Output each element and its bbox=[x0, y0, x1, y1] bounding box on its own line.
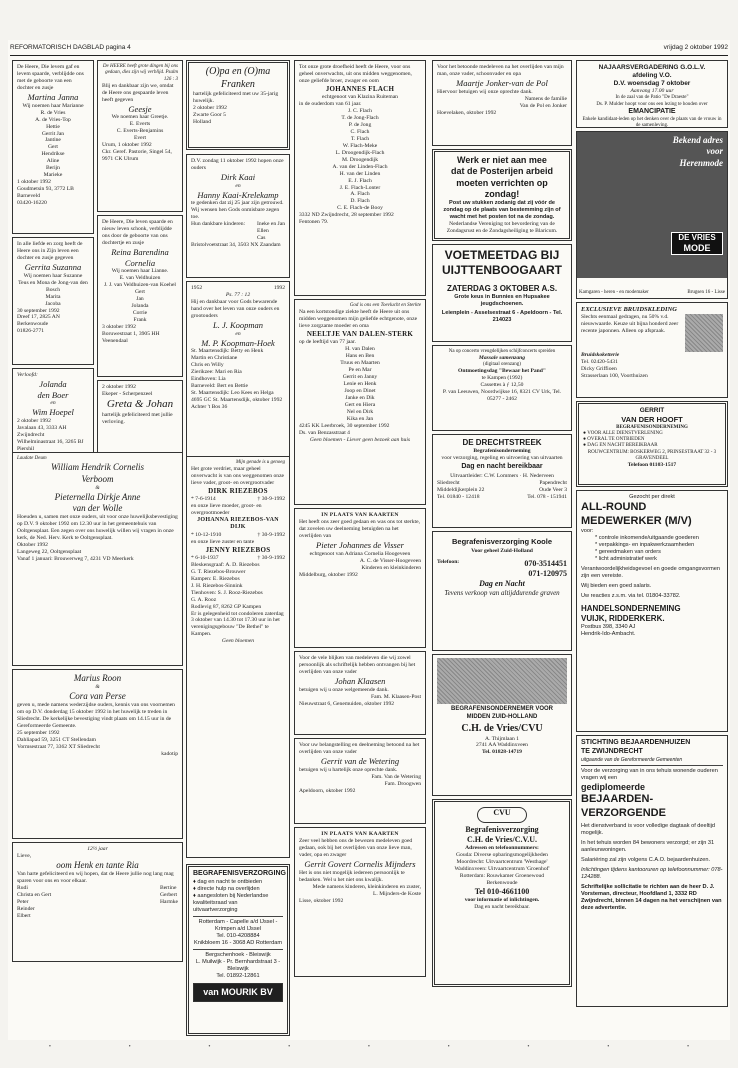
column-3 bbox=[186, 154, 290, 464]
thanks-devisser: IN PLAATS VAN KAARTEN Het heeft ons zeer goed gedaan en was ons tot sterkte, dat zovelen uw deelneming betuigden na het overlijden van Pieter Johannes de Visser echtgenoot van Adriana Cornelia Hoogeveen A. C. de Visser-Hoogeveen Kinderen en kleinkinderen Middelburg, oktober 1992 bbox=[294, 508, 426, 648]
masthead bbox=[10, 44, 728, 56]
building-photo bbox=[437, 658, 567, 704]
thanks-mijnders: IN PLAATS VAN KAARTEN Zeer veel hebben ons de bewezen medeleven goed gedaan, ook bij het overlijden van onze lieve man, vader, opa en zwager Gerrit Govert Cornelis Mijnders Het is ons niet mogelijk iedereen persoonlijk te bedanken. Wel u het niet ons kwalijk. Mede namens kinderen, kleinkinderen en zuster, L. Mijnders-de Koste Lisse, oktober 1992 bbox=[294, 827, 426, 977]
ad-cvries: BEGRAFENISONDERNEMER VOOR MIDDEN ZUID-HOLLAND C.H. de Vries/CVU A. Thijmlaan 1 2741 AA Waddinxveen Tel. 01828-14719 bbox=[432, 654, 572, 796]
devries-logo: DE VRIES MODE bbox=[671, 232, 723, 255]
ad-medewerker: Gezocht per direkt ALL-ROUND MEDEWERKER (M/V) voor: * controle inkomende/uitgaande goederen * verpakkings- en inpakwerkzaamheden * gereedmaken van orders * licht administratief werk Verantwoordelijkheidsgevoel en goede omgangsvormen zijn een vereiste. Wij bieden een goed salaris. Uw reacties z.s.m. via tel. 01804-33782. HANDELSONDERNEMING VUIJK, RIDDERKERK. Postbus 398, 3340 AJ Hendrik-Ido-Ambacht. bbox=[576, 490, 728, 732]
ad-devries-mode: Bekend adres voor Herenmode DE VRIES MODE Kamgaren - heren - en modemaker Brugsen 16 - Lisse bbox=[576, 131, 728, 299]
ad-van-mourik: BEGRAFENISVERZORGING ♦ dag en nacht te ontbieden ♦ directe hulp na overlijden ♦ aangesloten bij Nederlandse kwaliteitsraad van uitvaartverzorging Rotterdam - Capelle a/d IJssel - Krimpen a/d IJssel Tel. 010-4208884 Knikbloem 16 - 3068 AD Rotterdam Bergschenhoek - Bleiswijk L. Muilwijk - Pr. Bernhardstraat 3 - Bleiswijk Tel. 01892-12861 van MOURIK BV bbox=[186, 864, 290, 1036]
notice-intro: De Heere, Die levem gaf en levem spaarde, verblijdde ons met de geboorte van een dochter en zusje bbox=[17, 64, 84, 91]
bride-dress-photo bbox=[685, 314, 723, 352]
page-footer: • • • • • • • • • bbox=[48, 1044, 690, 1050]
birth-notice-martina bbox=[12, 60, 94, 234]
column-1-2-lower bbox=[12, 452, 183, 965]
obituary-flach: Tot onze grote droefheid heeft de Heere, voor ons geheel onverwachts, uit ons midden weggenomen, onze geliefde broer, zwager en oom JOHANNES FLACH echtgenoot van Klazina Ruiteman in de ouderdom van 61 jaar. J. C. Flach T. de Jong-Flach P. de Jong C. Flach T. Flach W. Flach-Meke L. Droogendijk-Flach M. Droogendijk A. van der Linden-Flach H. van der Linden E. J. Flach J. E. Flach-Lonter A. Flach D. Flach C. E. Flach-de Booy 3332 ND Zwijndrecht, 28 september 1992 Fentonen 79. bbox=[294, 60, 426, 296]
birth-notice-reina: De Heere, Die leven spaarde en nieuw leven schonk, verblijdde ons door de geboorte van ons dochtertje en zusje Reina Barendina Cornelia Wij noemen haar Lianne. E. van Veldhuizen J. J. van Veldhuizen-van Koehel Gert Jan Jolanda Corrie Frank 3 oktober 1992 Boruwestraat 1, 3905 HH Veenendaal bbox=[97, 215, 183, 377]
thanks-klaasen: Voor de vele blijken van medeleven die wij zowel persoonlijk als schriftelijk hebben ontvangen bij het overlijden van onze vader Johan Klaasen betuigen wij u onze welgemeende dank. Fam. M. Klaasen-Post Nieuwstraat 6, Genemuiden, oktober 1992 bbox=[294, 651, 426, 735]
ad-bruidskleding: EXCLUSIEVE BRUIDSKLEDING Slechts eenmaal gedragen, nu 50% v.d. nieuwwaarde. Keuze uit bijna honderd zeer recente japonnen. Alleen op afspraak. Bruidskoketterie Tel. 02420-5431 Dicky Griffioen Strasserlaan 100, Voorthuizen bbox=[576, 302, 728, 398]
column-1 bbox=[12, 60, 94, 471]
ad-stichting-bejaardenhuizen: STICHTING BEJAARDENHUIZEN TE ZWIJNDRECHT uitgaande van de Gereformeerde Gemeenten Voor de verzorging van in ons tehuis wonende ouderen vragen wij een gediplomeerde BEJAARDEN- VERZORGENDE Het dienstverband is voor volledige dagtaak of deeltijd mogelijk. In het tehuis worden 84 bewoners verzorgd; er zijn 31 aanleunwoningen. Salariëring zal zijn volgens C.A.O. bejaardenhuizen. Inlichtingen tijdens kantooruren op telefoonnummer: 078-124288. Schriftelijke sollicitatie te richten aan de heer D. J. Vorsteman, directeur, Hoofdland 1, 3332 RD Zwijndrecht, binnen 14 dagen na het verschijnen van deze advertentie. bbox=[576, 735, 728, 1007]
notice-name: Gerrita Suzanna bbox=[24, 261, 82, 272]
ad-cvu: CVU Begrafenisverzorging C.H. de Vries/C.V.U. Adressen en telefoonnummers: Gouda: Diverse opbaringsmogelijkheden Moordrecht: Uitvaartcentrum 'Westhage' Waddinxveen: Uitvaartcentrum 'Groenhof' Rotterdam: Rouwkamer Groenewoud Berkenwoude Tel 010-4661100 voor informatie of inlichtingen. Dag en nacht bereikbaar. bbox=[432, 799, 572, 987]
column-3-lower bbox=[186, 456, 290, 861]
ad-najaarsvergadering: NAJAARSVERGADERING G.O.L.V. afdeling V.O. D.V. woensdag 7 oktober Aanvang 17.00 uur In de zaal van de Patio "De Draeste" Ds. P. Mulder hoopt voor ons een lezing te houden over EMANCIPATIE Enkele kandidaat-leden op het denken over de plaats van de vrouw in de samenleving. bbox=[576, 60, 728, 128]
family-list: R. de Vries A. de Vries-Top Hettie Gerrit Jan Jantine Gert Hendrikse Aline Berijn Marieke bbox=[35, 109, 71, 179]
masthead-right: vrijdag 2 oktober 1992 bbox=[663, 44, 728, 51]
notice-address: Goudmetsin 93, 3772 LB Barneveld bbox=[17, 186, 74, 200]
column-3-ad bbox=[186, 864, 290, 1039]
thanks-pol: Voor het betoonde medeleven na het overlijden van mijn man, onze vader, schoonvader en opa Maartje Jonker-van de Pol Hiervoor betuigen wij onze oprechte dank. Namens de familie Van de Pol en Jonker Hoevelaken, oktober 1992 bbox=[432, 60, 572, 146]
anniversary-franken: (O)pa en (O)ma Franken hartelijk gefeliciteerd met uw 35-jarig huwelijk. 2 oktober 1992 Zwarte Goor 5 Holland bbox=[186, 60, 290, 150]
engagement-jolanda: Verloofd: Jolanda den Boer en Wim Hoepel 2 oktober 1992 Javalaan 43, 3333 AH Zwijndrecht Wilhelminastraat 16, 3265 BJ Piershil bbox=[12, 368, 94, 468]
ad-massale-samenzang: Na op concerto vreugdelijken schijfconcerts spreiden Massale samenzang (digitaal orenzang) Ontmoetingsdag "Bewaar het Pand" te Kampen (1992) Cassettes à ƒ 12,50 P. van Leeuwen, Noordwijkse 16, 8321 CV Urk, Tel. 05277 - 2462 bbox=[432, 345, 572, 431]
birth-notice-gerrita: In alle liefde en zorg heeft de Heere ons in Zijn leven een dochter en zusje gegeven Gerrita Suzanna Wij noemen haar Suzanne Teus en Mona de Jong-van den Bosch Marita Jacoba 30 september 1992 Dreef 17, 2825 AN Berkenwoude 01826-2771 bbox=[12, 237, 94, 365]
anniversary-oom-henk: 12½ jaar Lieve, oom Henk en tante Ria Van harte gefeliciteerd en wij hopen, dat de Heere jullie nog lang mag sparen voor ons en voor elkaar. Rudi Christa en Gert Peter Reinder Elbert Bertine Gerbert Harmke bbox=[12, 842, 183, 962]
anniversary-kaai: D.V. zondag 11 oktober 1992 hopen onze ouders Dirk Kaai en Hanny Kaai-Krelekamp te gedenken dat zij 25 jaar zijn getrouwd. Wij wensen hen Gods onmisbare zegen toe. Hun dankbare kinderen: Ineke en Jan Ellen Cas Bristolvoetstraat 34, 3503 NX Zaandam bbox=[186, 154, 290, 278]
column-5 bbox=[432, 60, 572, 990]
notice-name: Martina Janna bbox=[27, 91, 79, 102]
ad-koole: Begrafenisverzorging Koole Voor geheel Zuid-Holland Telefoon: 070-3514451 071-120975 Dag en Nacht Tevens verkoop van altijddurende graven bbox=[432, 531, 572, 651]
column-3-top bbox=[186, 60, 290, 153]
ad-van-der-hooft: GERRIT VAN DER HOOFT BEGRAFENISONDERNEMING ● VOOR ALLE DIENSTVERLENING ● OVERAL TE ONTBIEDEN ● DAG EN NACHT BEREIKBAAR ROUWCENTRUM: BOSKERWEG 2, PRINSESTRAAT 32 - 3 GRAVENDEEL Telefoon 01103-1517 bbox=[576, 401, 728, 487]
notice-line: Wij noemen haar Marianne bbox=[22, 102, 84, 109]
column-6 bbox=[576, 60, 728, 1010]
thanks-wetering: Voor uw belangstelling en deelneming betoond na het overlijden van onze vader Gerrit van de Wetering betuigen wij u hartelijk onze oprechte dank. Fam. Van de Wetering Fam. Droogwen Apeldoorn, oktober 1992 bbox=[294, 738, 426, 824]
wedding-marius: Marius Roon & Cora van Perse geven u, mede namens wederzijdse ouders, kennis van ons voornemen om op D.V. donderdag 15 oktober 1992 in het huwelijk te treden in Sliedrecht. De kerkelijke bevestiging vindt plaats om 14.15 uur in de Gereformeerde Gemeente. 25 september 1992 Dahliapad 59, 3251 CT Stellendam Vormsestraat 77, 3362 XT Sliedrecht kadotip bbox=[12, 669, 183, 839]
notice-date: 1 oktober 1992 bbox=[17, 179, 51, 186]
birth-notice-geesje: De HEERE heeft grote dingen bij ons gedaan, dies zijn wij verblijd. Psalm 126 : 3 Blij en dankbaar zijn we, omdat de Heere ons gespaarde leven heeft gegeven Geesje We noemen haar Greetje. E. Everts C. Everts-Benjamins Evert Urum, 1 oktober 1992 Ckr. Geref. Pastorie, Singel 54, 9971 CK Ulrum bbox=[97, 60, 183, 212]
ad-voetmeetdag: VOETMEETDAG BIJ UIJTTENBOOGAART ZATERDAG 3 OKTOBER A.S. Grote keus in Bunnies en Hupsakee jeugdschoenen. Leienplein - Asselsestraat 6 - Apeldoorn - Tel. 214023 bbox=[432, 244, 572, 342]
notice-phone: 03420-16220 bbox=[17, 200, 47, 207]
obituary-neeltje: God is ons een Toevlucht en Sterkte Na een kortstondige ziekte heeft de Heere uit ons midden weggenomen mijn geliefde echtgenote, onze lieve zorgzame moeder en oma NEELTJE VAN DALEN-STERK op de leeftijd van 77 jaar. H. van Dalen Hans en Ben Truus en Maarten Pe en Mar Gerrit en Janny Lenie en Henk Joop en Dinet Janke en Dik Gert en Hiera Nel en Dirk Kika en Jan 4245 KK Leerbroek, 30 september 1992 Ds. van Benzasstraat 4 Geen bloemen - Liever geen bezoek aan huis bbox=[294, 299, 426, 505]
obituary-riezebos: Mijn genade is u genoeg Het grote verdriet, maar geheel onverwacht is van ons weggenomen onze lieve vader, groot- en overgrootvader DIRK RIEZEBOS * 7-6-1914 † 30-9-1992 en onze lieve moeder, groot- en overgrootmoeder JOHANNA RIEZEBOS-VAN DIJK * 10-12-1910 † 30-9-1992 en onze lieve zuster en tante JENNY RIEZEBOS * 6-10-1937 † 30-9-1992 Bleskensgraaf: A. D. Riezebos G. T. Riezebos-Brouwer Kampen: E. Riezebos J. H. Riezebos-Sinnink Tienhoven: S. J. Rooz-Riezebos G. A. Rooz Rodlevig 87, 8262 GP Kampen Er is gelegenheid tot condoleren zaterdag 3 oktober van 14.30 tot 17.30 uur in het verenigingsgebouw "De Bethel" te Kampen. Geen bloemen bbox=[186, 456, 290, 858]
masthead-left: REFORMATORISCH DAGBLAD pagina 4 bbox=[10, 44, 131, 51]
van-mourik-logo: van MOURIK BV bbox=[193, 983, 283, 1002]
anniversary-koopman: 1952 1992 Ps. 77 : 12 Hij en dankbaar voor Gods bewarende hand over het leven van onze ouders en grootouders L. J. Koopman en M. P. Koopman-Hoek St. Maartensdijk: Betty en Henk Martin en Christiane Chris en Willy Zierikzee: Mari en Ria Eindhoven: Lia Barneveld: Bert en Bettie St. Maartensdijk: Leo Kees en Helga 4695 GC St. Maartensdijk, oktober 1992 Achter 't Bos 36 bbox=[186, 281, 290, 461]
cvu-logo-icon: CVU bbox=[477, 807, 527, 823]
column-2 bbox=[97, 60, 183, 469]
wedding-william: Laudate Deum William Hendrik Cornelis Verboom & Pieternella Dirkje Anne van der Wolle Hoeuden u, samen met onze ouders, uit voor onze huwelijksbevestiging op D.V. 9 oktober 1992 om 12.30 uur in het gemeentehuis van Ooltgensplaat. Een zegen over ons huwelijk willen wij vragen in onze kerk, de Ned. Herv. Kerk te Ooltgensplaat. Oktober 1992 Langeweg 22, Ooltgensplaat Vanaf 1 januari: Brouwerweg 7, 4231 VD Meerkerk bbox=[12, 452, 183, 666]
ad-posterijen: Werk er niet aan mee dat de Posterijen arbeid moeten verrichten op zondag! Post uw stukken zodanig dat zij vóór de zondag op de plaats van bestemming zijn of wacht met het posten tot na de zondag. Nederlandse Vereniging tot bevordering van de Zondagsrust en de Zondagsheiliging te Blaricum. bbox=[432, 149, 572, 241]
column-4 bbox=[294, 60, 426, 980]
engagement-greta-johan: 2 oktober 1992 Ekeper - Scherpenzeel Greta & Johan hartelijk gefeliciteerd met jullie verloving. bbox=[97, 380, 183, 466]
ad-drechtstreek: DE DRECHTSTREEK Begrafenisonderneming voor verzorging, regeling en uitvoering van uitvaarten Dag en nacht bereikbaar Uitvaartleider: C.W. Lommers · H. Nederveen Sliedrecht Papendrecht Middeldijkerplein 22 Oude Veer 3 Tel. 01840 - 12418 Tel. 078 - 151941 bbox=[432, 434, 572, 528]
